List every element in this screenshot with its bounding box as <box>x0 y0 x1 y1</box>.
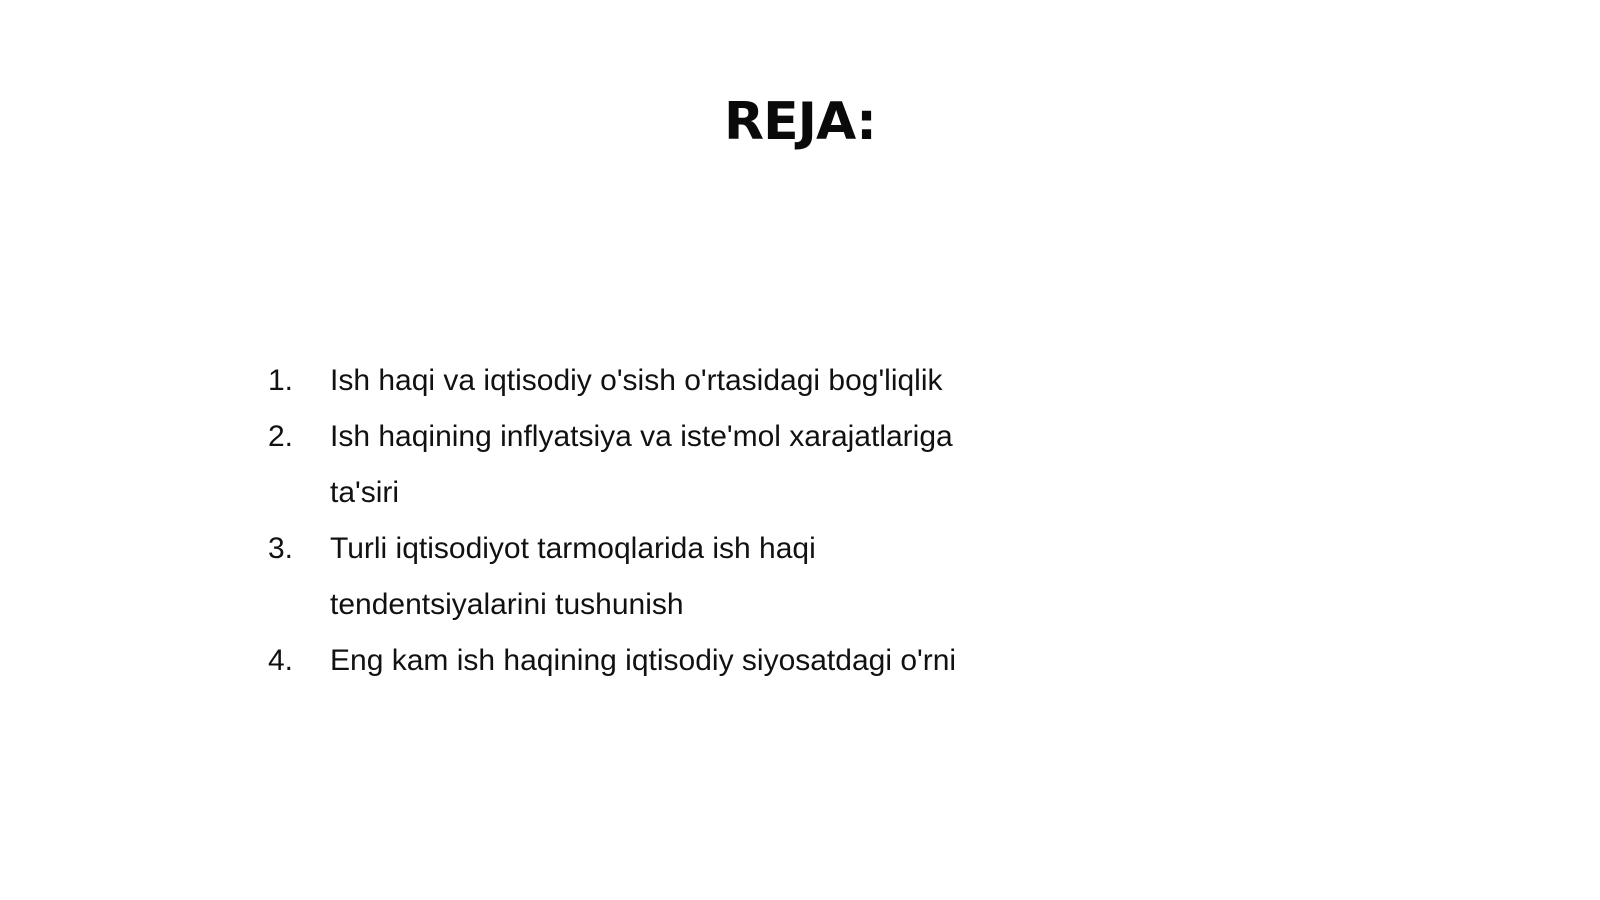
list-item-number: 4. <box>268 644 294 677</box>
list-item-text: Ish haqining inflyatsiya va iste'mol xarajatlariga ta'siri <box>330 420 953 509</box>
list-item-text: Eng kam ish haqining iqtisodiy siyosatdagi o'rni <box>330 644 957 677</box>
list-item <box>268 521 1008 633</box>
slide-title: REJA: <box>724 92 876 152</box>
list-item-number: 2. <box>268 420 294 453</box>
list-item <box>268 633 1008 689</box>
list-item-number: 1. <box>268 364 294 397</box>
list-item-number: 3. <box>268 532 294 565</box>
list-item <box>268 409 1008 521</box>
list-item <box>268 353 1008 409</box>
plan-list <box>268 353 1008 689</box>
list-item-text: Turli iqtisodiyot tarmoqlarida ish haqi tendentsiyalarini tushunish <box>330 532 816 621</box>
list-item-text: Ish haqi va iqtisodiy o'sish o'rtasidagi bog'liqlik <box>330 364 943 397</box>
